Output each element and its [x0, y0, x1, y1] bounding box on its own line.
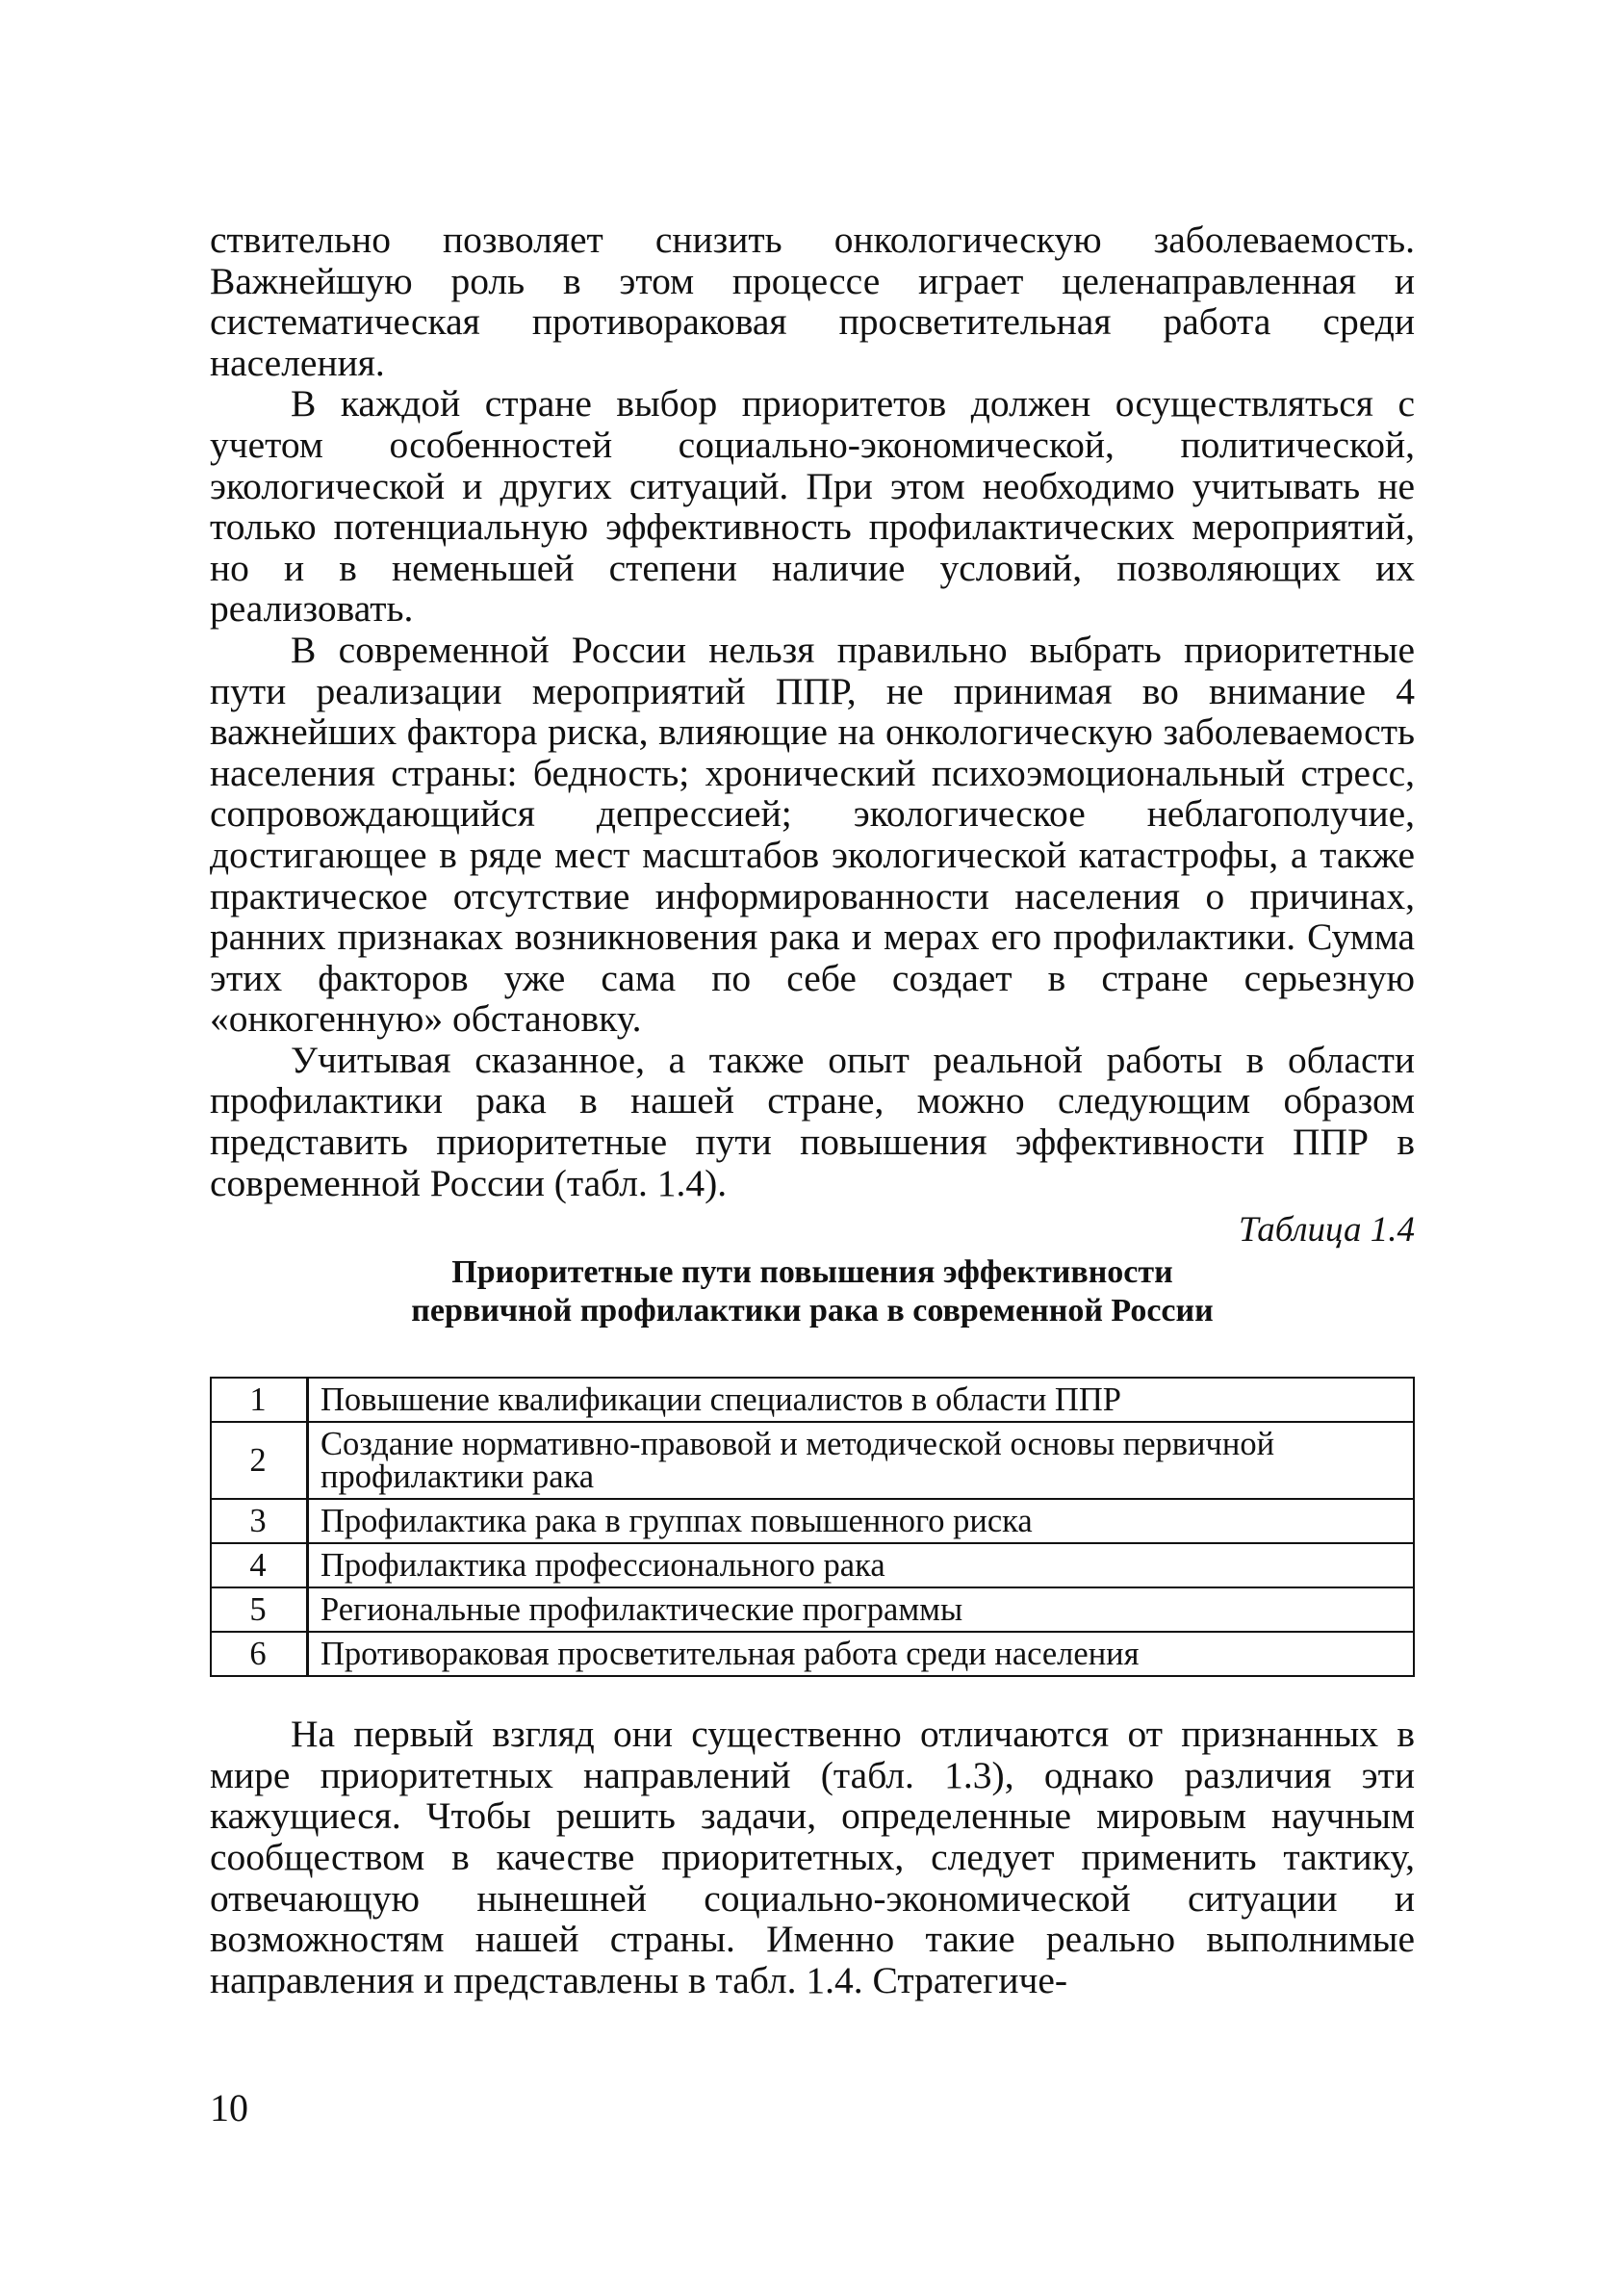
paragraph-5: На первый взгляд они существенно отличаются от признанных в мире приоритетных направлений (табл. 1.3), однако различия эти кажущиеся. Чтобы решить задачи, определенные мировым научным сообществом в качестве приоритетных, следует применить тактику, отвечающую нынешней социально-экономической ситуации и возможностям нашей страны. Именно такие реально выполнимые направления и представлены в табл. 1.4. Стратегиче- [210, 1713, 1415, 2001]
row-number: 6 [211, 1632, 308, 1676]
row-number: 4 [211, 1543, 308, 1587]
table-row [211, 1587, 1414, 1632]
row-number: 2 [211, 1422, 308, 1499]
paragraph-1: ствительно позволяет снизить онкологическую заболеваемость. Важнейшую роль в этом процессе играет целенаправленная и систематическая противораковая просветительная работа среди населения. [210, 219, 1415, 384]
table-row [211, 1378, 1414, 1422]
row-number: 1 [211, 1378, 308, 1422]
table-row [211, 1499, 1414, 1543]
table-title-line-2: первичной профилактики рака в современной России [411, 1293, 1214, 1329]
page-content [210, 219, 1415, 2000]
paragraph-2: В каждой стране выбор приоритетов должен осуществляться с учетом особенностей социально-экономической, политической, экологической и других ситуаций. При этом необходимо учитывать не только потенциальную эффективность профилактических мероприятий, но и в неменьшей степени наличие условий, позволяющих их реализовать. [210, 382, 1415, 631]
row-number: 3 [211, 1499, 308, 1543]
row-text: Создание нормативно-правовой и методической основы первичной профилактики рака [308, 1422, 1415, 1499]
paragraph-4: Учитывая сказанное, а также опыт реальной работы в области профилактики рака в нашей стране, можно следующим образом представить приоритетные пути повышения эффективности ППР в современной России (табл. 1.4). [210, 1038, 1415, 1204]
row-text: Противораковая просветительная работа среди населения [308, 1632, 1415, 1676]
page-number: 10 [210, 2086, 248, 2129]
row-text: Региональные профилактические программы [308, 1587, 1415, 1632]
row-number: 5 [211, 1587, 308, 1632]
table-row [211, 1632, 1414, 1676]
table-row [211, 1543, 1414, 1587]
paragraph-3: В современной России нельзя правильно выбрать приоритетные пути реализации мероприятий ППР, не принимая во внимание 4 важнейших фактора риска, влияющие на онкологическую заболеваемость населения страны: бедность; хронический психоэмоциональный стресс, сопровождающийся депрессией; экологическое неблагополучие, достигающее в ряде мест масштабов экологической катастрофы, а также практическое отсутствие информированности населения о причинах, ранних признаках возникновения рака и мерах его профилактики. Сумма этих факторов уже сама по себе создает в стране серьезную «онкогенную» обстановку. [210, 628, 1415, 1041]
table-title [210, 1253, 1415, 1330]
priority-table [210, 1377, 1415, 1677]
row-text: Повышение квалификации специалистов в области ППР [308, 1378, 1415, 1422]
table-title-line-1: Приоритетные пути повышения эффективности [451, 1254, 1173, 1291]
row-text: Профилактика профессионального рака [308, 1543, 1415, 1587]
table-row [211, 1422, 1414, 1499]
row-text: Профилактика рака в группах повышенного риска [308, 1499, 1415, 1543]
table-label: Таблица 1.4 [1238, 1210, 1415, 1251]
